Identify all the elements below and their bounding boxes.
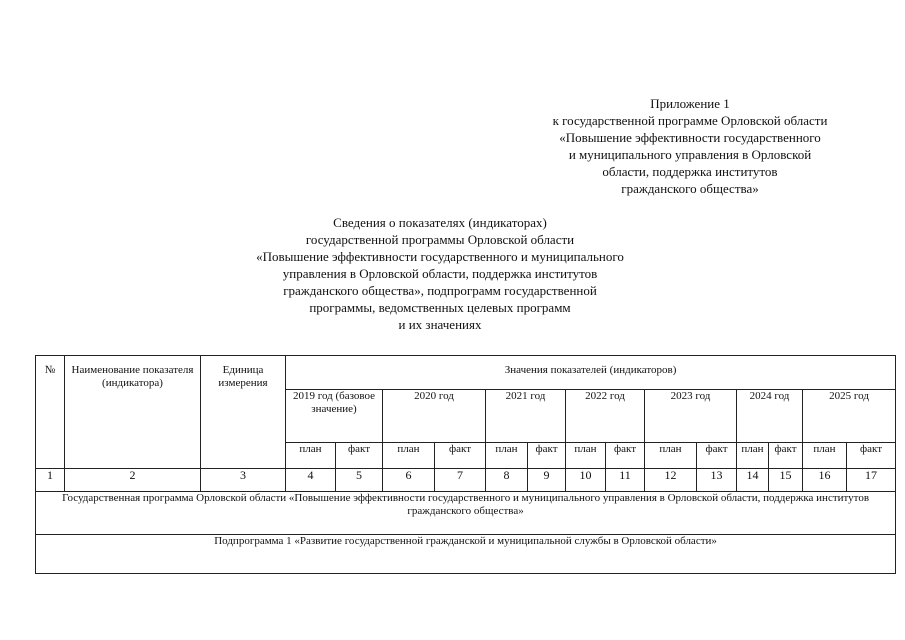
column-number: 12 <box>645 469 697 492</box>
header-fact: факт <box>528 443 566 469</box>
header-plan: план <box>645 443 697 469</box>
column-number: 11 <box>606 469 645 492</box>
column-number: 2 <box>65 469 201 492</box>
column-number: 17 <box>847 469 896 492</box>
header-fact: факт <box>435 443 486 469</box>
column-number: 7 <box>435 469 486 492</box>
header-plan: план <box>486 443 528 469</box>
header-year-2019: 2019 год (базовое значение) <box>286 390 383 443</box>
header-fact: факт <box>847 443 896 469</box>
header-values: Значения показателей (индикаторов) <box>286 356 896 390</box>
column-number: 15 <box>769 469 803 492</box>
header-plan: план <box>566 443 606 469</box>
header-plan: план <box>286 443 336 469</box>
column-number: 9 <box>528 469 566 492</box>
header-unit: Единица измерения <box>201 356 286 469</box>
header-plan: план <box>803 443 847 469</box>
header-year-2021: 2021 год <box>486 390 566 443</box>
appendix-line: гражданского общества» <box>621 181 759 196</box>
heading-line: программы, ведомственных целевых программ <box>309 300 571 315</box>
column-number: 5 <box>336 469 383 492</box>
appendix-line: области, поддержка институтов <box>602 164 778 179</box>
appendix-note <box>520 95 860 197</box>
header-fact: факт <box>606 443 645 469</box>
program-row: Государственная программа Орловской области «Повышение эффективности государственного и муниципального управления в Орловской области, поддержка институтов гражданского общества» <box>36 492 896 535</box>
header-indicator-name: Наименование показателя (индикатора) <box>65 356 201 469</box>
header-no: № <box>36 356 65 469</box>
heading-line: государственной программы Орловской области <box>305 232 575 247</box>
appendix-line: «Повышение эффективности государственного <box>559 130 821 145</box>
header-plan: план <box>737 443 769 469</box>
heading-line: «Повышение эффективности государственного и муниципального <box>256 249 624 264</box>
heading-line: гражданского общества», подпрограмм государственной <box>283 283 597 298</box>
column-number: 6 <box>383 469 435 492</box>
document-heading <box>230 214 650 333</box>
header-year-2025: 2025 год <box>803 390 896 443</box>
header-year-2024: 2024 год <box>737 390 803 443</box>
appendix-line: к государственной программе Орловской области <box>552 113 828 128</box>
header-fact: факт <box>336 443 383 469</box>
column-number: 4 <box>286 469 336 492</box>
column-number: 13 <box>697 469 737 492</box>
header-fact: факт <box>769 443 803 469</box>
column-numbers-row <box>36 469 896 492</box>
header-year-2020: 2020 год <box>383 390 486 443</box>
column-number: 1 <box>36 469 65 492</box>
heading-line: Сведения о показателях (индикаторах) <box>333 215 547 230</box>
appendix-line: Приложение 1 <box>650 96 730 111</box>
column-number: 3 <box>201 469 286 492</box>
header-fact: факт <box>697 443 737 469</box>
column-number: 14 <box>737 469 769 492</box>
heading-line: и их значениях <box>398 317 482 332</box>
subprogram-row: Подпрограмма 1 «Развитие государственной гражданской и муниципальной службы в Орловской области» <box>36 535 896 574</box>
appendix-line: и муниципального управления в Орловской <box>568 147 812 162</box>
column-number: 8 <box>486 469 528 492</box>
header-plan: план <box>383 443 435 469</box>
header-year-2022: 2022 год <box>566 390 645 443</box>
heading-line: управления в Орловской области, поддержка институтов <box>282 266 598 281</box>
column-number: 16 <box>803 469 847 492</box>
header-year-2023: 2023 год <box>645 390 737 443</box>
indicators-table <box>35 355 896 574</box>
column-number: 10 <box>566 469 606 492</box>
